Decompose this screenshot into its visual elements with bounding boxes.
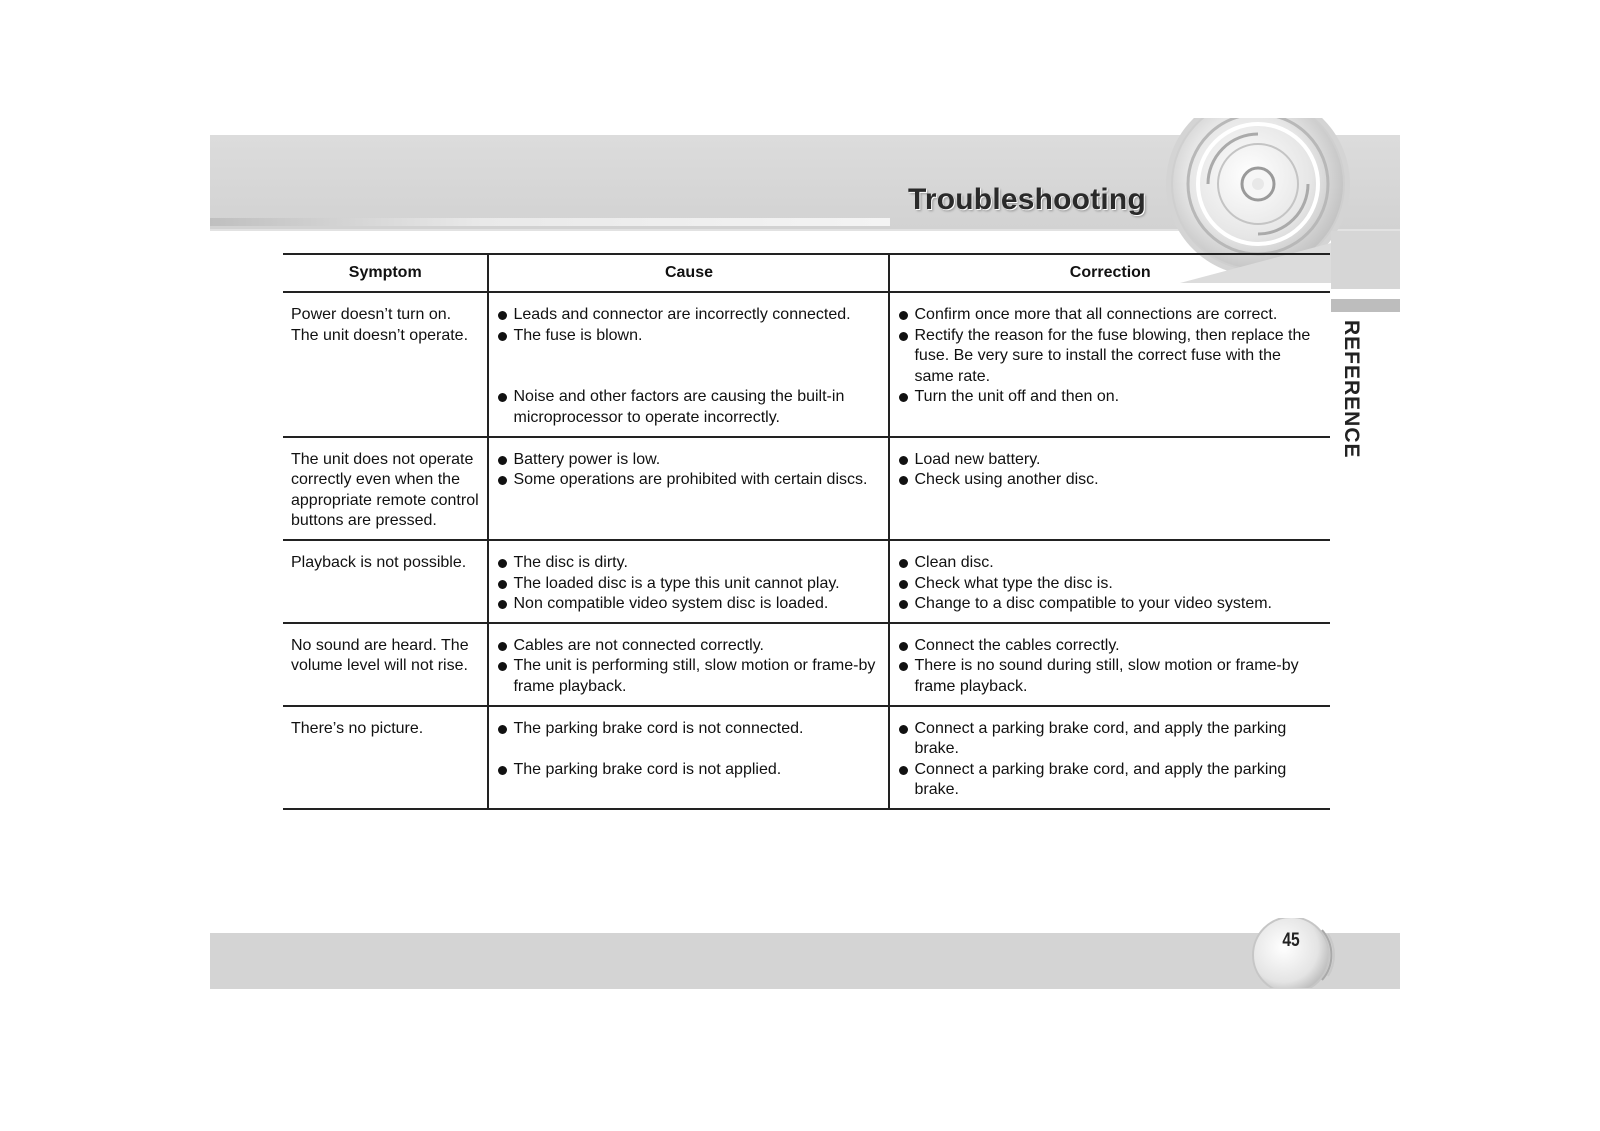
section-label: REFERENCE — [1340, 320, 1363, 459]
list-item: Check using another disc. — [898, 470, 1322, 491]
symptom-cell: There’s no picture. — [283, 706, 488, 809]
table-row — [283, 706, 1330, 809]
side-tab-band — [1331, 231, 1400, 289]
cause-cell — [488, 623, 889, 706]
list-item: The unit is performing still, slow motion or frame-by frame playback. — [497, 656, 880, 697]
list-item: Confirm once more that all connections are correct. — [898, 305, 1322, 326]
cause-list — [497, 553, 880, 615]
list-item: The disc is dirty. — [497, 553, 880, 574]
list-item: The parking brake cord is not connected. — [497, 719, 880, 740]
list-item: The loaded disc is a type this unit cannot play. — [497, 574, 880, 595]
list-spacer — [497, 346, 880, 367]
list-item: Noise and other factors are causing the built-in microprocessor to operate incorrectly. — [497, 387, 880, 428]
list-item: Non compatible video system disc is loaded. — [497, 594, 880, 615]
symptom-cell: The unit does not operate correctly even when the appropriate remote control buttons are pressed. — [283, 437, 488, 540]
side-tab-bar — [1331, 299, 1400, 312]
header-stripe — [210, 218, 890, 226]
footer-band — [210, 933, 1400, 989]
header-correction: Correction — [889, 254, 1330, 292]
page-number-badge-icon — [1248, 918, 1338, 988]
list-item: Cables are not connected correctly. — [497, 636, 880, 657]
correction-list — [898, 719, 1322, 801]
list-item: Load new battery. — [898, 450, 1322, 471]
table-row — [283, 623, 1330, 706]
list-item: The fuse is blown. — [497, 326, 880, 347]
table-row — [283, 437, 1330, 540]
list-item: Battery power is low. — [497, 450, 880, 471]
list-item: Connect a parking brake cord, and apply the parking brake. — [898, 760, 1322, 801]
correction-cell — [889, 437, 1330, 540]
troubleshooting-table — [283, 253, 1330, 810]
list-item: The parking brake cord is not applied. — [497, 760, 880, 781]
table-row — [283, 292, 1330, 437]
list-item: Rectify the reason for the fuse blowing, then replace the fuse. Be very sure to install the correct fuse with the same rate. — [898, 326, 1322, 388]
table-row — [283, 540, 1330, 623]
list-item: Check what type the disc is. — [898, 574, 1322, 595]
correction-cell — [889, 623, 1330, 706]
cause-list — [497, 636, 880, 698]
symptom-cell: Playback is not possible. — [283, 540, 488, 623]
list-item: Turn the unit off and then on. — [898, 387, 1322, 408]
list-item: Leads and connector are incorrectly connected. — [497, 305, 880, 326]
cause-list — [497, 450, 880, 491]
header-cause: Cause — [488, 254, 889, 292]
cause-cell — [488, 437, 889, 540]
correction-cell — [889, 292, 1330, 437]
cause-cell — [488, 706, 889, 809]
list-item: There is no sound during still, slow motion or frame-by frame playback. — [898, 656, 1322, 697]
list-spacer — [497, 367, 880, 388]
page-number: 45 — [1282, 930, 1300, 951]
header-symptom: Symptom — [283, 254, 488, 292]
list-item: Clean disc. — [898, 553, 1322, 574]
table-header-row — [283, 254, 1330, 292]
cause-list — [497, 719, 880, 781]
list-item: Connect a parking brake cord, and apply the parking brake. — [898, 719, 1322, 760]
cause-cell — [488, 540, 889, 623]
page-title: Troubleshooting — [908, 183, 1146, 216]
correction-list — [898, 553, 1322, 615]
symptom-cell: Power doesn’t turn on. The unit doesn’t operate. — [283, 292, 488, 437]
correction-list — [898, 450, 1322, 491]
correction-list — [898, 636, 1322, 698]
correction-list — [898, 305, 1322, 408]
correction-cell — [889, 540, 1330, 623]
list-item: Some operations are prohibited with certain discs. — [497, 470, 880, 491]
list-item: Connect the cables correctly. — [898, 636, 1322, 657]
cause-list — [497, 305, 880, 429]
list-item: Change to a disc compatible to your video system. — [898, 594, 1322, 615]
cause-cell — [488, 292, 889, 437]
list-spacer — [497, 739, 880, 760]
correction-cell — [889, 706, 1330, 809]
symptom-cell: No sound are heard. The volume level will not rise. — [283, 623, 488, 706]
